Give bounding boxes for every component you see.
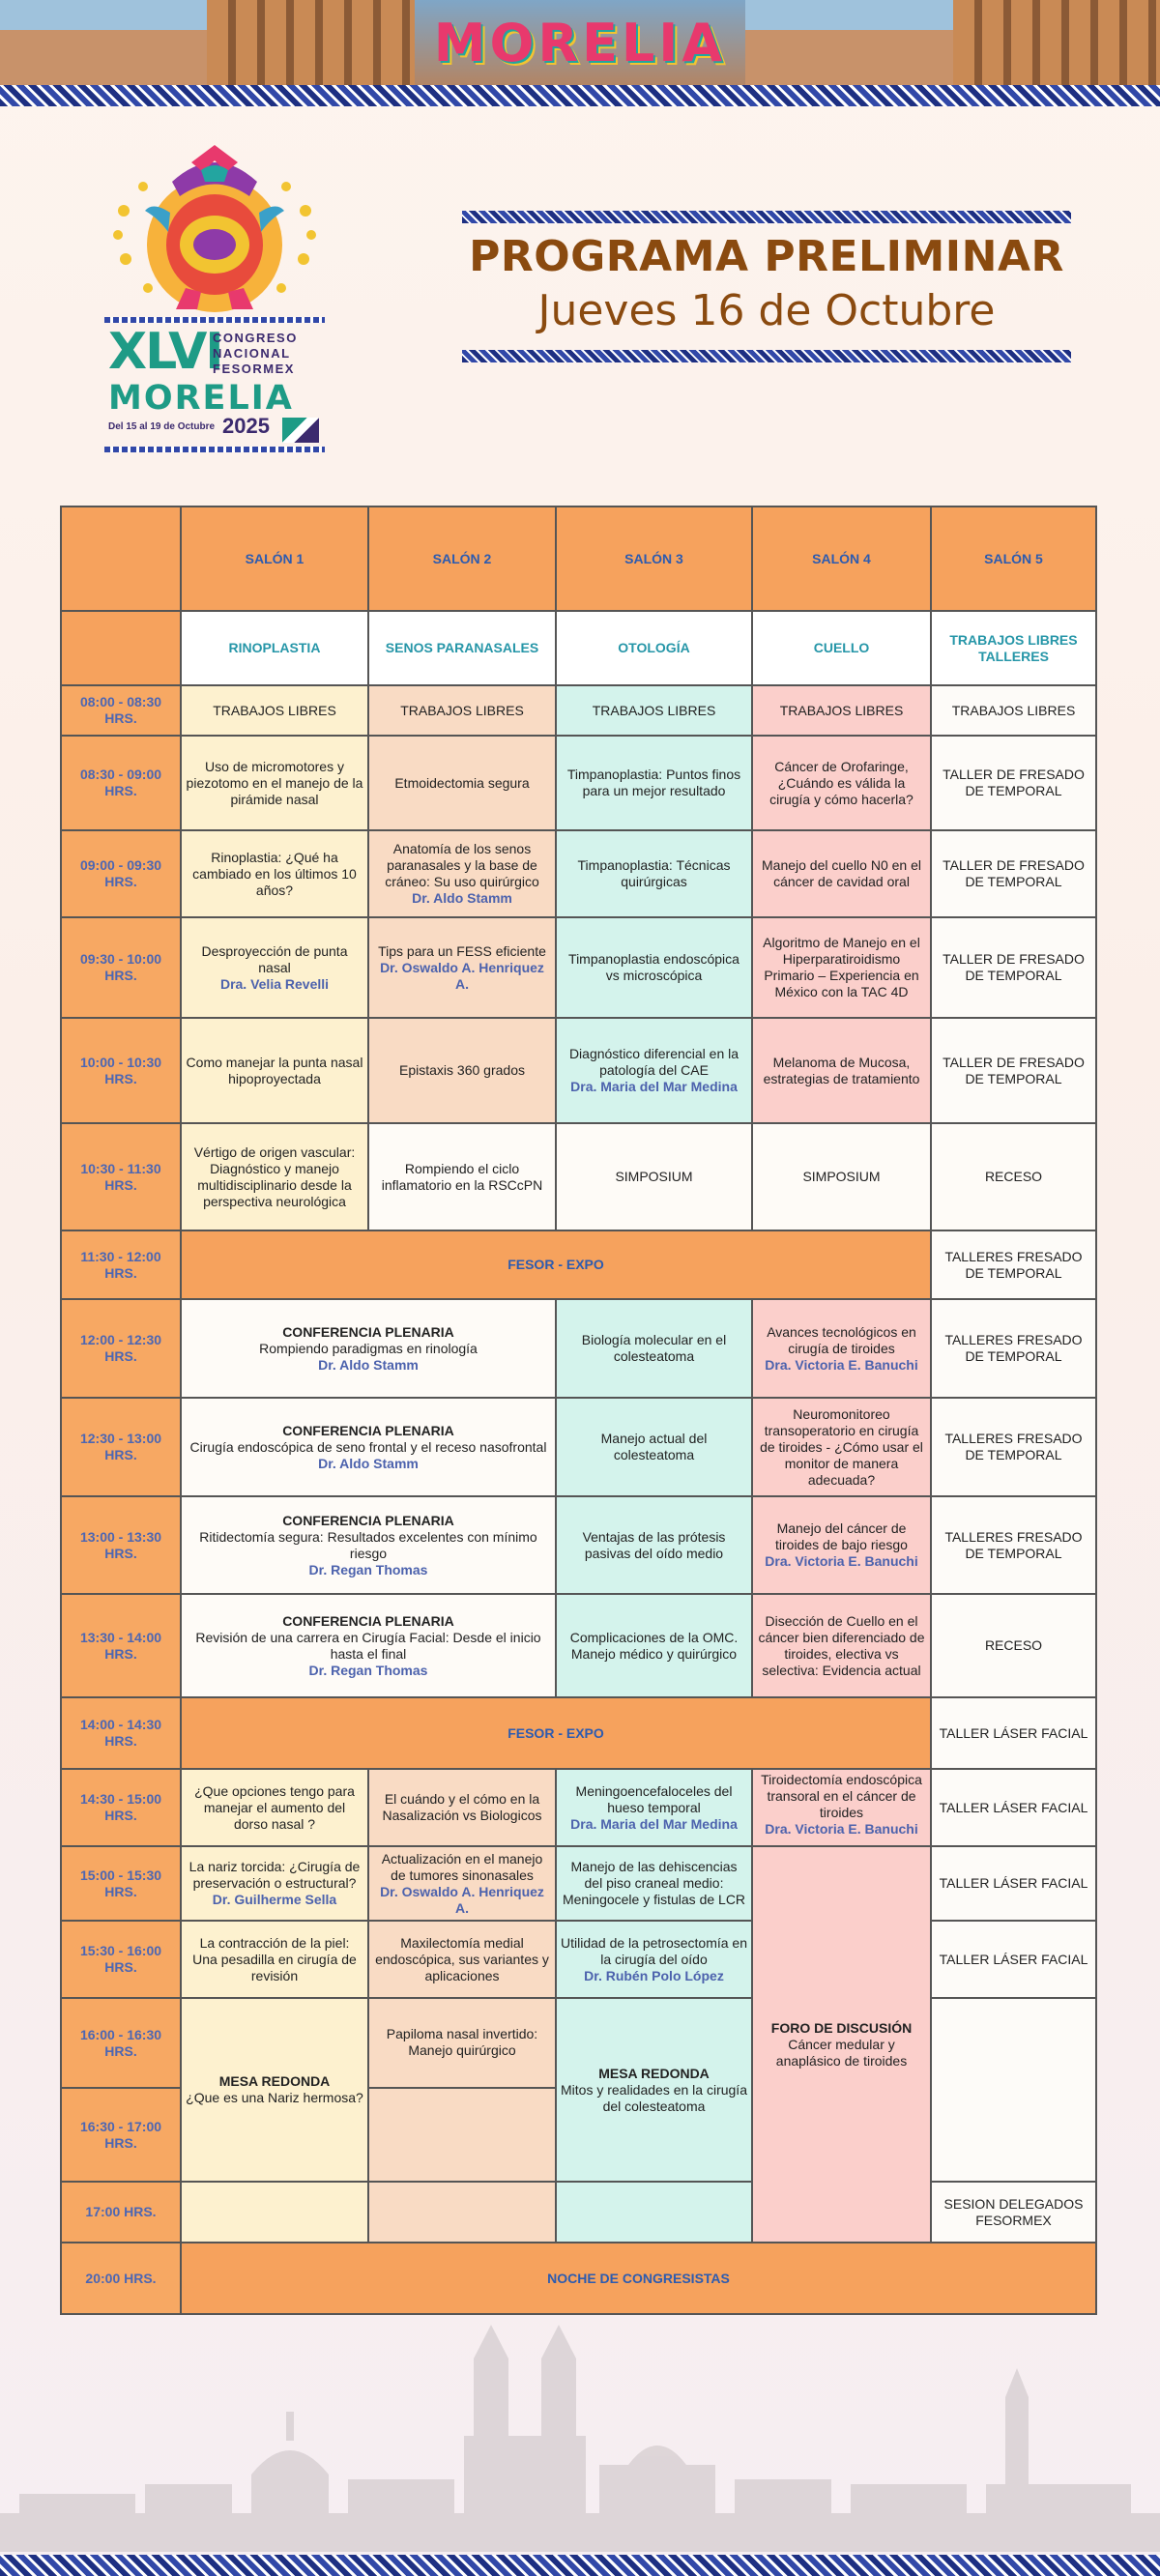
- title-border-bottom: [462, 350, 1071, 362]
- forum-topic: Cáncer medular y anaplásico de tiroides: [775, 2036, 908, 2069]
- banner-photo-cathedral: [745, 0, 952, 85]
- schedule-row: [61, 2182, 1096, 2243]
- time-slot: 10:30 - 11:30 HRS.: [61, 1123, 181, 1230]
- empty-cell: [368, 2182, 556, 2243]
- specialty-salon-5: TRABAJOS LIBRES TALLERES: [931, 611, 1096, 685]
- schedule-table: [60, 506, 1097, 2315]
- specialty-salon-1: RINOPLASTIA: [181, 611, 368, 685]
- plenary-cell: [181, 1496, 556, 1594]
- session-cell: TALLER LÁSER FACIAL: [931, 1846, 1096, 1921]
- session-cell: Epistaxis 360 grados: [368, 1018, 556, 1123]
- specialty-salon-3: OTOLOGÍA: [556, 611, 752, 685]
- session-cell: TALLERES FRESADO DE TEMPORAL: [931, 1398, 1096, 1496]
- specialty-corner: [61, 611, 181, 685]
- plenary-topic: Rompiendo paradigmas en rinología: [259, 1340, 478, 1356]
- session-topic: Anatomía de los senos paranasales y la base de cráneo: Su uso quirúrgico: [385, 841, 539, 889]
- speaker-name: Dr. Regan Thomas: [308, 1561, 428, 1577]
- time-slot: 11:30 - 12:00 HRS.: [61, 1230, 181, 1299]
- schedule-row: [61, 1018, 1096, 1123]
- speaker-name: Dr. Guilherme Sella: [212, 1892, 337, 1907]
- plenary-topic: Cirugía endoscópica de seno frontal y el receso nasofrontal: [189, 1438, 547, 1455]
- session-cell: TALLERES FRESADO DE TEMPORAL: [931, 1230, 1096, 1299]
- session-cell: RECESO: [931, 1123, 1096, 1230]
- time-slot: 16:30 - 17:00 HRS.: [61, 2088, 181, 2182]
- session-cell: ¿Que opciones tengo para manejar el aumento del dorso nasal ?: [181, 1769, 368, 1846]
- time-slot: 13:00 - 13:30 HRS.: [61, 1496, 181, 1594]
- speaker-name: Dr. Regan Thomas: [308, 1662, 428, 1678]
- session-cell: Maxilectomía medial endoscópica, sus variantes y aplicaciones: [368, 1921, 556, 1998]
- header-row-specialties: [61, 611, 1096, 685]
- logo-edition: XLVI: [108, 323, 222, 381]
- round-table-label: MESA REDONDA: [598, 2065, 710, 2081]
- closing-banner: NOCHE DE CONGRESISTAS: [181, 2243, 1096, 2314]
- schedule-row: [61, 685, 1096, 736]
- time-slot: 15:00 - 15:30 HRS.: [61, 1846, 181, 1921]
- time-slot: 09:00 - 09:30 HRS.: [61, 830, 181, 917]
- forum-label: FORO DE DISCUSIÓN: [770, 2019, 913, 2036]
- session-cell: [752, 1769, 931, 1846]
- speaker-name: Dra. Victoria E. Banuchi: [765, 1821, 918, 1837]
- session-cell: TALLER DE FRESADO DE TEMPORAL: [931, 1018, 1096, 1123]
- schedule-row: [61, 1123, 1096, 1230]
- session-topic: Avances tecnológicos en cirugía de tiroides: [767, 1323, 916, 1356]
- session-cell: TALLER DE FRESADO DE TEMPORAL: [931, 830, 1096, 917]
- speaker-name: Dra. Velia Revelli: [219, 975, 330, 992]
- plenary-label: CONFERENCIA PLENARIA: [282, 1422, 454, 1438]
- session-cell: [181, 1846, 368, 1921]
- city-skyline-icon: [0, 2320, 1160, 2552]
- session-cell: Papiloma nasal invertido: Manejo quirúrgico: [368, 1998, 556, 2088]
- round-table-cell: [556, 1998, 752, 2182]
- session-cell: [752, 1299, 931, 1398]
- schedule-row: [61, 1398, 1096, 1496]
- logo-city: MORELIA: [108, 379, 294, 418]
- logo-dates: Del 15 al 19 de Octubre: [108, 421, 216, 432]
- session-cell: [368, 917, 556, 1018]
- schedule-row: [61, 917, 1096, 1018]
- session-cell: SIMPOSIUM: [752, 1123, 931, 1230]
- speaker-name: Dr. Aldo Stamm: [412, 890, 512, 906]
- session-cell: TALLER DE FRESADO DE TEMPORAL: [931, 736, 1096, 830]
- salon-2-header: SALÓN 2: [368, 507, 556, 611]
- specialty-salon-2: SENOS PARANASALES: [368, 611, 556, 685]
- banner-photo-aqueduct: [207, 0, 414, 85]
- specialty-salon-4: CUELLO: [752, 611, 931, 685]
- session-topic: Diagnóstico diferencial en la patología del CAE: [568, 1046, 740, 1078]
- time-slot: 14:00 - 14:30 HRS.: [61, 1697, 181, 1769]
- speaker-name: Dr. Oswaldo A. Henriquez A.: [380, 1883, 544, 1916]
- session-cell: [181, 917, 368, 1018]
- bottom-tile-border: [0, 2555, 1160, 2576]
- session-cell: TALLER LÁSER FACIAL: [931, 1697, 1096, 1769]
- schedule-row: [61, 1921, 1096, 1998]
- session-topic: Utilidad de la petrosectomía en la cirugía del oído: [561, 1934, 747, 1967]
- session-cell: TALLER DE FRESADO DE TEMPORAL: [931, 917, 1096, 1018]
- session-cell: El cuándo y el cómo en la Nasalización vs Biologicos: [368, 1769, 556, 1846]
- session-cell: Timpanoplastia: Puntos finos para un mejor resultado: [556, 736, 752, 830]
- speaker-name: Dr. Rubén Polo López: [584, 1967, 724, 1983]
- session-cell: RECESO: [931, 1594, 1096, 1697]
- session-cell: Como manejar la punta nasal hipoproyectada: [181, 1018, 368, 1123]
- plenary-topic: Ritidectomía segura: Resultados excelentes con mínimo riesgo: [199, 1528, 537, 1561]
- forum-cell: [752, 1846, 931, 2243]
- session-cell: La contracción de la piel: Una pesadilla en cirugía de revisión: [181, 1921, 368, 1998]
- time-slot: 20:00 HRS.: [61, 2243, 181, 2314]
- logo-flag-icon: [282, 418, 319, 443]
- session-cell: Uso de micromotores y piezotomo en el manejo de la pirámide nasal: [181, 736, 368, 830]
- session-cell: Timpanoplastia endoscópica vs microscópica: [556, 917, 752, 1018]
- salon-4-header: SALÓN 4: [752, 507, 931, 611]
- session-topic: Tiroidectomía endoscópica transoral en el cáncer de tiroides: [761, 1772, 922, 1820]
- time-slot: 16:00 - 16:30 HRS.: [61, 1998, 181, 2088]
- time-slot: 17:00 HRS.: [61, 2182, 181, 2243]
- page-title: PROGRAMA PRELIMINAR: [469, 232, 1064, 281]
- speaker-name: Dra. Victoria E. Banuchi: [765, 1356, 918, 1373]
- round-table-label: MESA REDONDA: [218, 2073, 331, 2089]
- session-cell: SIMPOSIUM: [556, 1123, 752, 1230]
- plenary-label: CONFERENCIA PLENARIA: [282, 1512, 454, 1528]
- session-cell: TRABAJOS LIBRES: [181, 685, 368, 736]
- session-cell: Etmoidectomia segura: [368, 736, 556, 830]
- header-row-salons: [61, 507, 1096, 611]
- speaker-name: Dr. Oswaldo A. Henriquez A.: [380, 959, 544, 992]
- session-cell: Cáncer de Orofaringe, ¿Cuándo es válida la cirugía y cómo hacerla?: [752, 736, 931, 830]
- plenary-label: CONFERENCIA PLENARIA: [282, 1612, 454, 1629]
- plenary-topic: Revisión de una carrera en Cirugía Facial: Desde el inicio hasta el final: [195, 1629, 541, 1662]
- session-cell: TALLER LÁSER FACIAL: [931, 1769, 1096, 1846]
- round-table-cell: [181, 1998, 368, 2182]
- session-cell: TRABAJOS LIBRES: [931, 685, 1096, 736]
- session-cell: Vértigo de origen vascular: Diagnóstico y manejo multidisciplinario desde la perspectiva neurológica: [181, 1123, 368, 1230]
- schedule-row: [61, 1998, 1096, 2088]
- session-cell: [368, 830, 556, 917]
- banner-photo-street: [0, 0, 207, 85]
- session-cell: Rinoplastia: ¿Qué ha cambiado en los últimos 10 años?: [181, 830, 368, 917]
- speaker-name: Dr. Aldo Stamm: [318, 1455, 419, 1471]
- plenary-label: CONFERENCIA PLENARIA: [282, 1323, 454, 1340]
- empty-cell: [181, 2182, 368, 2243]
- expo-banner: FESOR - EXPO: [181, 1230, 931, 1299]
- plenary-cell: [181, 1594, 556, 1697]
- session-cell: [556, 1921, 752, 1998]
- time-slot: 10:00 - 10:30 HRS.: [61, 1018, 181, 1123]
- round-table-topic: Mitos y realidades en la cirugía del colesteatoma: [561, 2081, 747, 2114]
- expo-banner: FESOR - EXPO: [181, 1697, 931, 1769]
- empty-cell: [368, 2088, 556, 2182]
- time-slot: 14:30 - 15:00 HRS.: [61, 1769, 181, 1846]
- banner-photo-arches: [953, 0, 1160, 85]
- time-slot: 15:30 - 16:00 HRS.: [61, 1921, 181, 1998]
- session-cell: TRABAJOS LIBRES: [556, 685, 752, 736]
- time-slot: 08:30 - 09:00 HRS.: [61, 736, 181, 830]
- plenary-cell: [181, 1299, 556, 1398]
- session-topic: Tips para un FESS eficiente: [378, 942, 546, 959]
- session-cell: [752, 1496, 931, 1594]
- top-tile-border: [0, 85, 1160, 106]
- time-slot: 12:00 - 12:30 HRS.: [61, 1299, 181, 1398]
- clay-pot-logo-icon: [104, 143, 325, 315]
- salon-5-header: SALÓN 5: [931, 507, 1096, 611]
- session-cell: Manejo del cuello N0 en el cáncer de cavidad oral: [752, 830, 931, 917]
- session-cell: SESION DELEGADOS FESORMEX: [931, 2182, 1096, 2243]
- session-cell: TRABAJOS LIBRES: [368, 685, 556, 736]
- time-slot: 08:00 - 08:30 HRS.: [61, 685, 181, 736]
- schedule-row: [61, 830, 1096, 917]
- session-cell: TALLERES FRESADO DE TEMPORAL: [931, 1299, 1096, 1398]
- banner-photo-sign: [415, 0, 746, 85]
- session-topic: La nariz torcida: ¿Cirugía de preservación o estructural?: [188, 1859, 361, 1891]
- empty-cell: [931, 1998, 1096, 2182]
- session-topic: Desproyección de punta nasal: [201, 942, 348, 975]
- header-photo-banner: [0, 0, 1160, 85]
- session-cell: TALLERES FRESADO DE TEMPORAL: [931, 1496, 1096, 1594]
- salon-1-header: SALÓN 1: [181, 507, 368, 611]
- title-border-top: [462, 211, 1071, 223]
- round-table-topic: ¿Que es una Nariz hermosa?: [186, 2090, 363, 2105]
- congress-logo: [104, 143, 325, 454]
- logo-congress-text: [213, 331, 325, 377]
- session-cell: Manejo de las dehiscencias del piso craneal medio: Meningocele y fistulas de LCR: [556, 1846, 752, 1921]
- session-cell: [556, 1018, 752, 1123]
- plenary-cell: [181, 1398, 556, 1496]
- session-topic: Actualización en el manejo de tumores sinonasales: [381, 1850, 543, 1883]
- salon-3-header: SALÓN 3: [556, 507, 752, 611]
- logo-line-3: FESORMEX: [213, 362, 295, 376]
- speaker-name: Dr. Aldo Stamm: [318, 1356, 419, 1373]
- header-corner: [61, 507, 181, 611]
- schedule-row: [61, 1496, 1096, 1594]
- schedule-row: [61, 736, 1096, 830]
- session-cell: Timpanoplastia: Técnicas quirúrgicas: [556, 830, 752, 917]
- empty-cell: [556, 2182, 752, 2243]
- session-cell: [368, 1846, 556, 1921]
- session-cell: Complicaciones de la OMC. Manejo médico y quirúrgico: [556, 1594, 752, 1697]
- session-cell: Disección de Cuello en el cáncer bien diferenciado de tiroides, electiva vs selectiva: Evidencia actual: [752, 1594, 931, 1697]
- time-slot: 09:30 - 10:00 HRS.: [61, 917, 181, 1018]
- session-cell: Biología molecular en el colesteatoma: [556, 1299, 752, 1398]
- session-cell: Neuromonitoreo transoperatorio en cirugía de tiroides - ¿Cómo usar el monitor de manera adecuada?: [752, 1398, 931, 1496]
- session-cell: Manejo actual del colesteatoma: [556, 1398, 752, 1496]
- logo-line-2: NACIONAL: [213, 346, 291, 361]
- session-cell: Ventajas de las prótesis pasivas del oído medio: [556, 1496, 752, 1594]
- schedule-row: [61, 1594, 1096, 1697]
- speaker-name: Dra. Maria del Mar Medina: [570, 1079, 738, 1094]
- session-topic: Manejo del cáncer de tiroides de bajo riesgo: [775, 1520, 908, 1552]
- session-cell: Melanoma de Mucosa, estrategias de tratamiento: [752, 1018, 931, 1123]
- session-cell: [556, 1769, 752, 1846]
- banner-sign-text: MORELIA: [433, 12, 727, 73]
- speaker-name: Dra. Maria del Mar Medina: [570, 1815, 738, 1832]
- session-cell: Rompiendo el ciclo inflamatorio en la RSCcPN: [368, 1123, 556, 1230]
- session-cell: Algoritmo de Manejo en el Hiperparatiroidismo Primario – Experiencia en México con la TAC 4D: [752, 917, 931, 1018]
- time-slot: 13:30 - 14:00 HRS.: [61, 1594, 181, 1697]
- speaker-name: Dra. Victoria E. Banuchi: [765, 1553, 918, 1569]
- schedule-row: [61, 1299, 1096, 1398]
- schedule-row: [61, 1846, 1096, 1921]
- schedule-row: [61, 1230, 1096, 1299]
- logo-year: 2025: [222, 414, 270, 438]
- session-topic: Meningoencefaloceles del hueso temporal: [575, 1782, 733, 1815]
- session-cell: TRABAJOS LIBRES: [752, 685, 931, 736]
- time-slot: 12:30 - 13:00 HRS.: [61, 1398, 181, 1496]
- page-subtitle: Jueves 16 de Octubre: [537, 286, 996, 335]
- logo-line-1: CONGRESO: [213, 331, 298, 345]
- schedule-row: [61, 2243, 1096, 2314]
- session-cell: TALLER LÁSER FACIAL: [931, 1921, 1096, 1998]
- schedule-row: [61, 1697, 1096, 1769]
- logo-stripe-bottom: [104, 447, 325, 452]
- schedule-row: [61, 1769, 1096, 1846]
